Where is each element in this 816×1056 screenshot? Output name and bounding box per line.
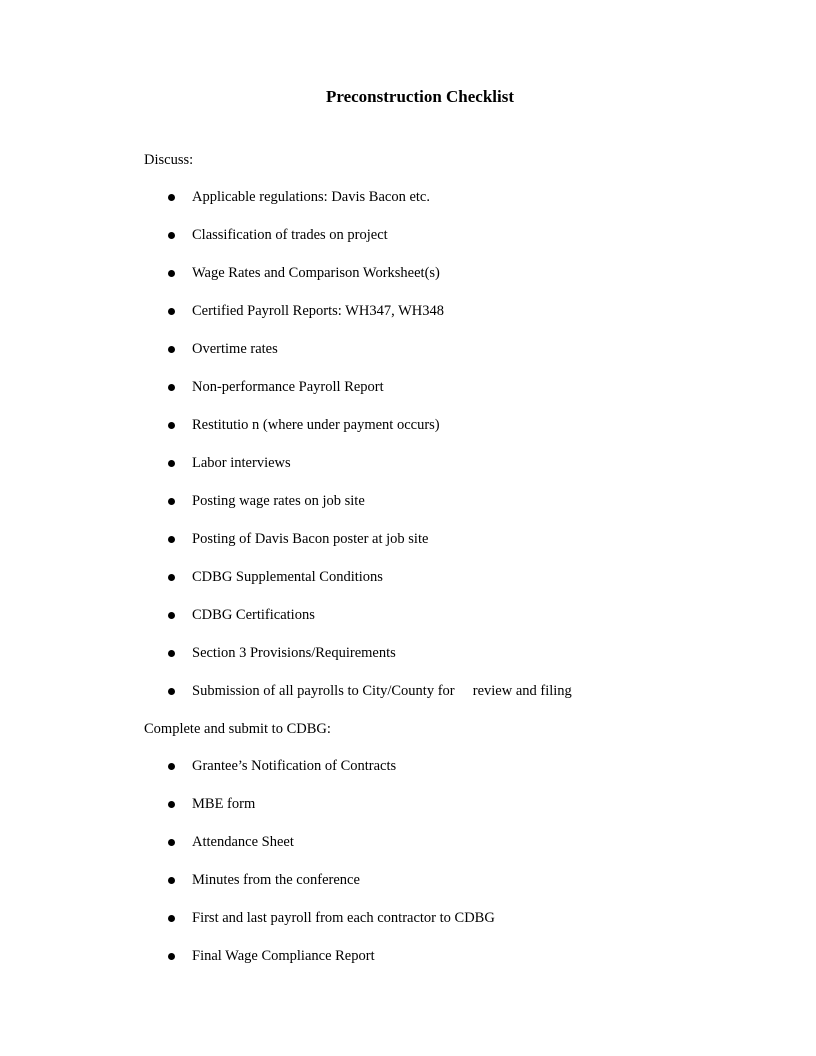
bullet-icon — [168, 915, 175, 922]
discuss-item-text: Posting of Davis Bacon poster at job site — [192, 531, 429, 547]
bullet-icon — [168, 536, 175, 543]
bullet-icon — [168, 422, 175, 429]
page-title: Preconstruction Checklist — [325, 87, 515, 106]
bullet-icon — [168, 574, 175, 581]
discuss-label: Discuss: — [144, 152, 194, 168]
bullet-icon — [168, 232, 175, 239]
bullet-icon — [168, 346, 175, 353]
bullet-icon — [168, 612, 175, 619]
submit-item-text: Grantee’s Notification of Contracts — [192, 758, 397, 774]
bullet-icon — [168, 308, 175, 315]
bullet-icon — [168, 688, 175, 695]
bullet-icon — [168, 801, 175, 808]
bullet-icon — [168, 650, 175, 657]
bullet-icon — [168, 498, 175, 505]
bullet-icon — [168, 953, 175, 960]
discuss-item-text: CDBG Certifications — [192, 607, 315, 623]
bullet-icon — [168, 270, 175, 277]
bullet-icon — [168, 763, 175, 770]
discuss-item-text: Restitutio n (where under payment occurs) — [192, 417, 440, 433]
submit-label: Complete and submit to CDBG: — [144, 721, 331, 737]
discuss-item-text: Section 3 Provisions/Requirements — [192, 645, 396, 661]
discuss-item-text: Posting wage rates on job site — [192, 493, 365, 509]
discuss-item-text: Applicable regulations: Davis Bacon etc. — [192, 189, 430, 205]
discuss-item-text: Labor interviews — [192, 455, 291, 471]
bullet-icon — [168, 839, 175, 846]
discuss-item-text: CDBG Supplemental Conditions — [192, 569, 383, 585]
discuss-item-text: Non-performance Payroll Report — [192, 379, 384, 395]
discuss-item-text: Certified Payroll Reports: WH347, WH348 — [192, 303, 444, 319]
submit-item-text: Minutes from the conference — [192, 872, 360, 888]
discuss-item-text: Submission of all payrolls to City/County for review and filing — [192, 683, 572, 699]
submit-item-text: Attendance Sheet — [192, 834, 294, 850]
bullet-icon — [168, 460, 175, 467]
discuss-item-text: Overtime rates — [192, 341, 278, 357]
bullet-icon — [168, 384, 175, 391]
submit-item-text: First and last payroll from each contractor to CDBG — [192, 910, 495, 926]
submit-item-text: MBE form — [192, 796, 256, 812]
discuss-item-text: Wage Rates and Comparison Worksheet(s) — [192, 265, 440, 281]
bullet-icon — [168, 877, 175, 884]
discuss-item-text: Classification of trades on project — [192, 227, 388, 243]
bullet-icon — [168, 194, 175, 201]
submit-item-text: Final Wage Compliance Report — [192, 948, 375, 964]
